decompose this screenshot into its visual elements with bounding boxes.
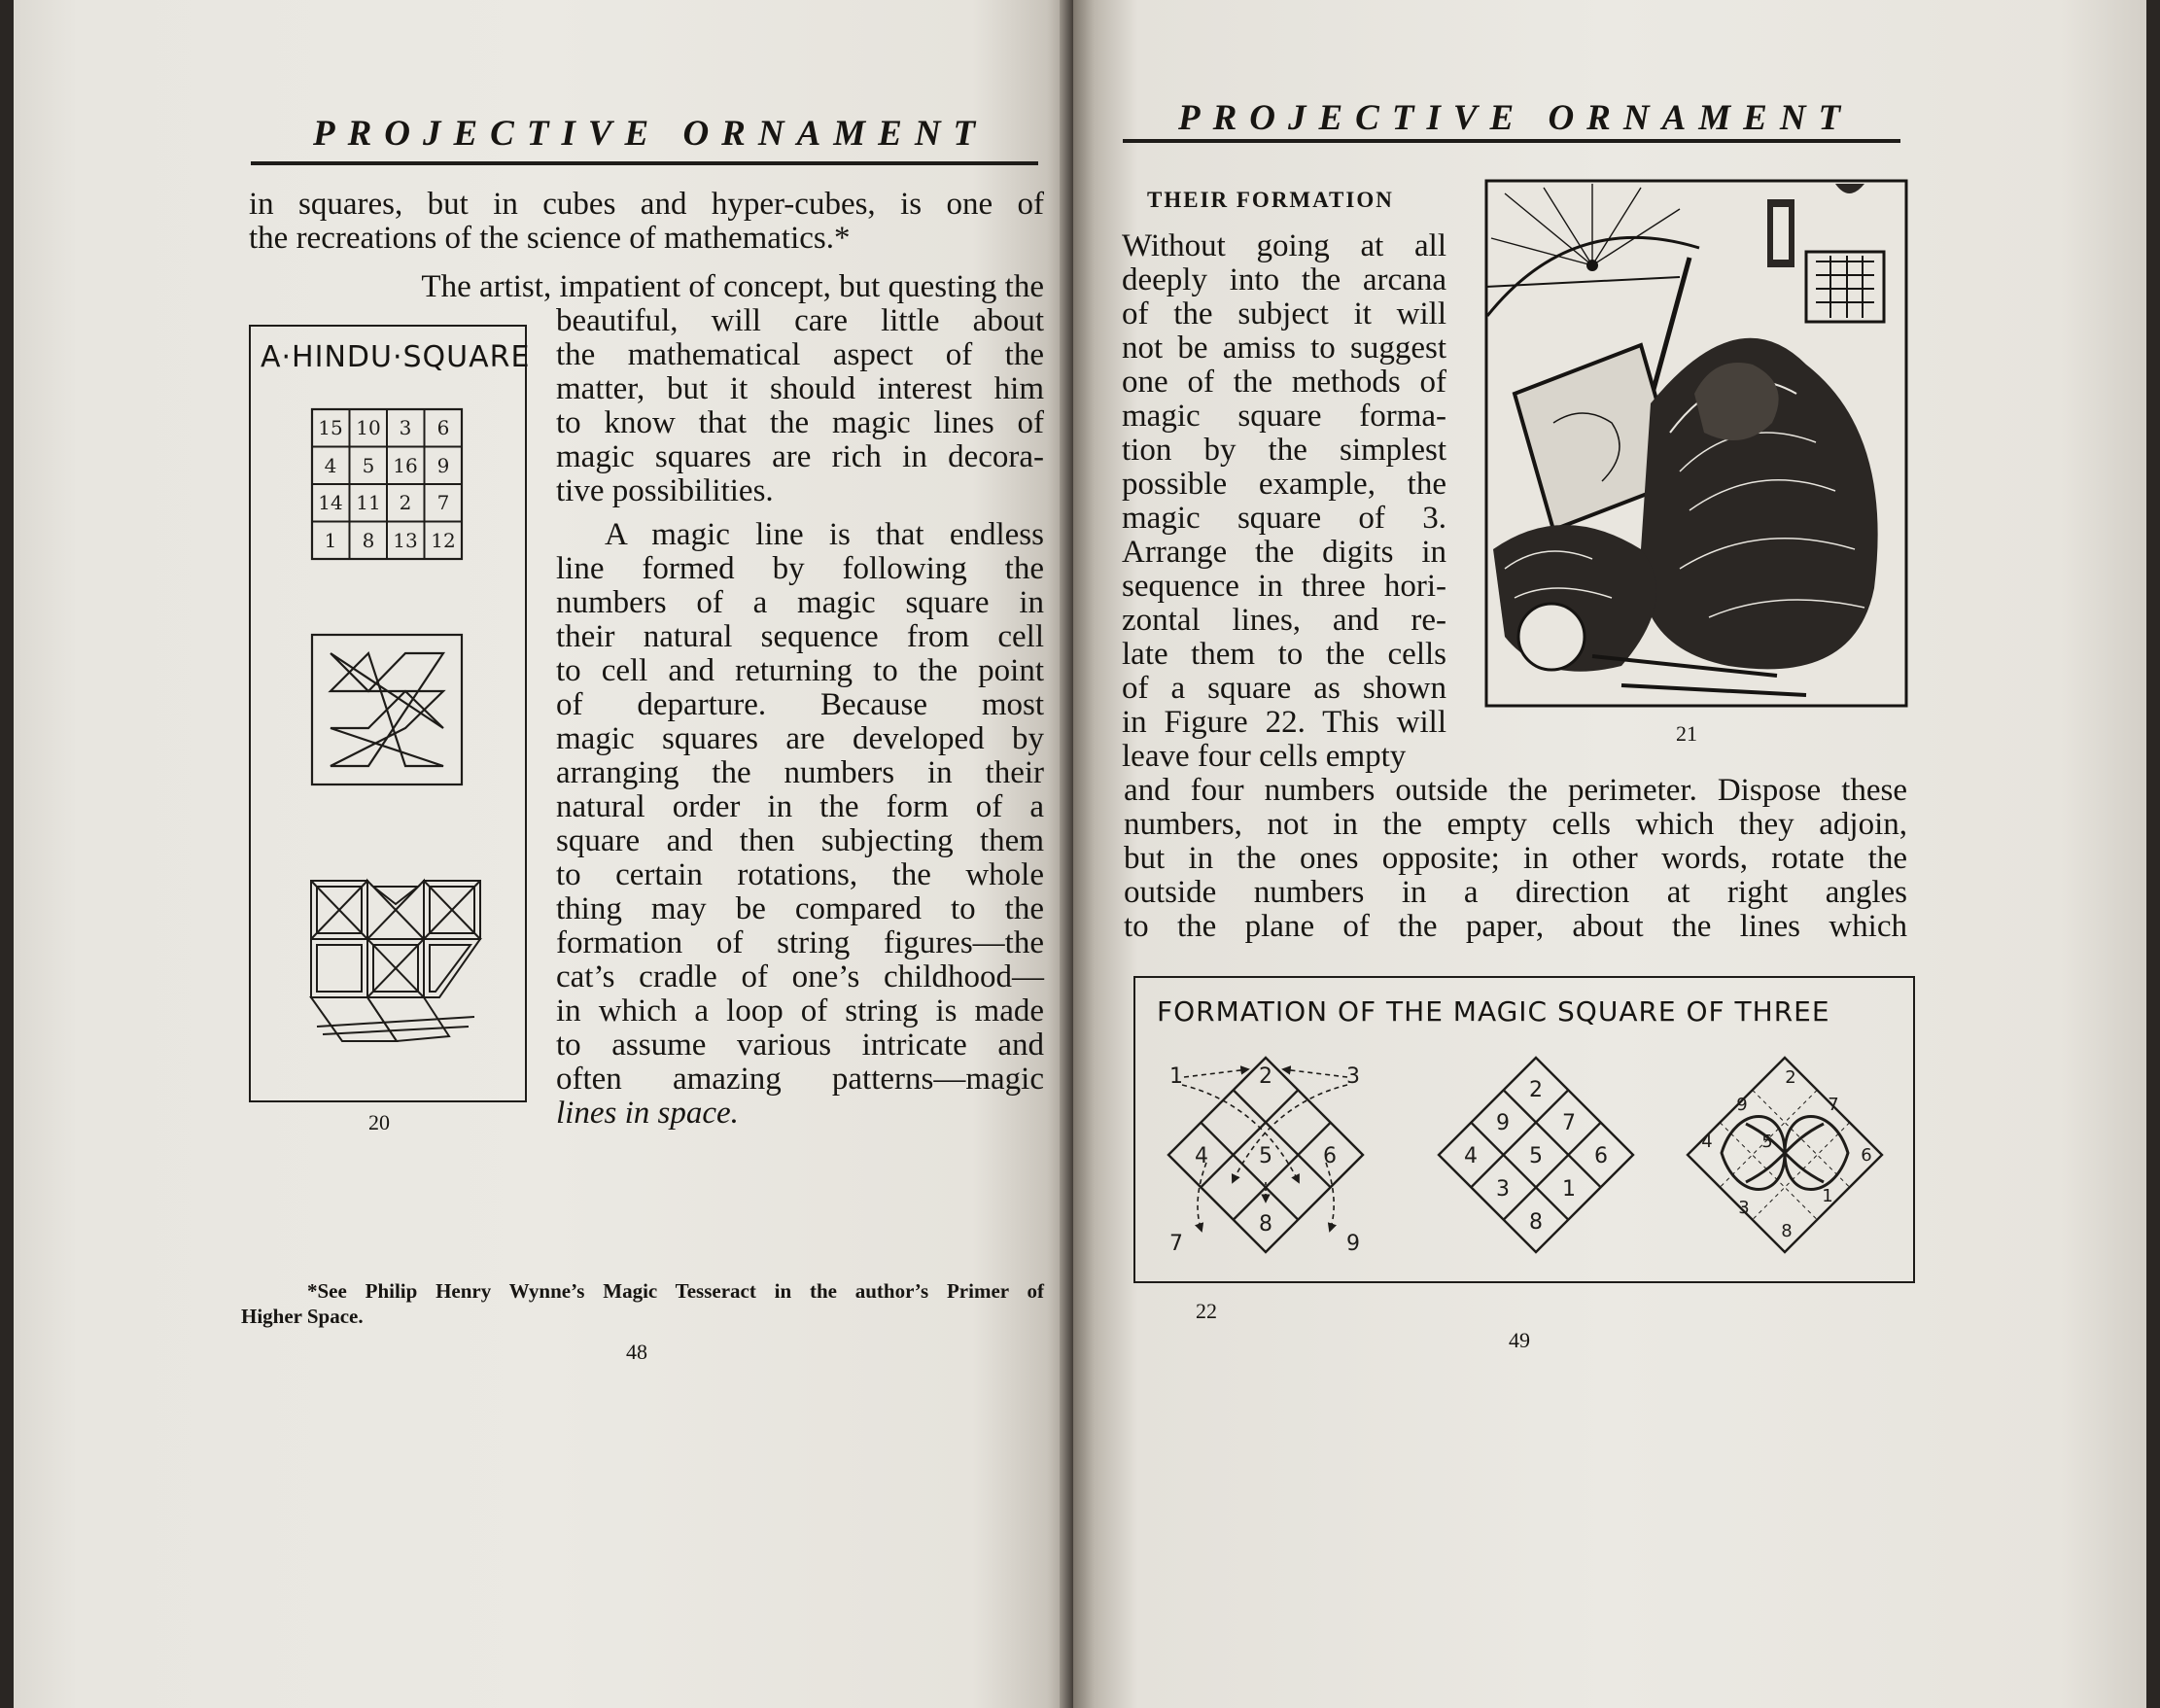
grid-cell: 1 <box>324 529 337 552</box>
d3-num: 9 <box>1736 1095 1748 1115</box>
d3-num: 3 <box>1738 1198 1750 1218</box>
grid-cell: 9 <box>436 454 450 477</box>
text-line: Arrange the digits in <box>1122 535 1446 570</box>
d1-num: 4 <box>1195 1144 1208 1168</box>
text-line: zontal lines, and re- <box>1122 603 1446 638</box>
grid-cell: 3 <box>399 416 412 439</box>
figure-21-caption: 21 <box>1676 721 1697 746</box>
text-line: thing may be compared to the <box>556 891 1044 926</box>
d2-num: 7 <box>1562 1111 1576 1135</box>
grid-cell: 4 <box>324 454 337 477</box>
text-line: numbers of a magic square in <box>556 585 1044 620</box>
grid-cell: 8 <box>362 529 375 552</box>
text-line: leave four cells empty <box>1122 739 1407 774</box>
text-line: to certain rotations, the whole <box>556 857 1044 892</box>
text-line: in Figure 22. This will <box>1122 705 1446 740</box>
d3-num: 1 <box>1822 1186 1833 1206</box>
text-line: magic squares are rich in decora- <box>556 439 1044 474</box>
text-line: late them to the cells <box>1122 637 1446 672</box>
grid-cell: 15 <box>318 416 343 439</box>
text-line: the recreations of the science of mathematics.* <box>249 221 851 256</box>
grid-cell: 5 <box>362 454 375 477</box>
text-line: tive possibilities. <box>556 473 774 508</box>
grid-cell: 10 <box>356 416 381 439</box>
hindu-square-grid <box>311 408 463 560</box>
d2-num: 6 <box>1594 1144 1608 1168</box>
grid-cell: 12 <box>431 529 456 552</box>
grid-cell: 7 <box>436 491 450 514</box>
figure-20-caption: 20 <box>368 1110 390 1134</box>
text-line: not be amiss to suggest <box>1122 331 1446 366</box>
text-line: and four numbers outside the perimeter. Dispose these <box>1124 773 1907 808</box>
text-line: line formed by following the <box>556 551 1044 586</box>
running-head-left: PROJECTIVE ORNAMENT <box>313 114 989 154</box>
text-line: formation of string figures—the <box>556 925 1044 960</box>
d2-num: 2 <box>1529 1078 1543 1102</box>
d3-num: 5 <box>1761 1132 1773 1152</box>
text-line: to know that the magic lines of <box>556 405 1044 440</box>
d2-num: 5 <box>1529 1144 1543 1168</box>
header-rule-left <box>251 161 1038 165</box>
d3-num: 4 <box>1701 1132 1713 1152</box>
text-line: possible example, the <box>1122 467 1446 502</box>
text-line: the mathematical aspect of the <box>556 337 1044 372</box>
d3-num: 8 <box>1781 1221 1793 1241</box>
text-line: magic square forma- <box>1122 399 1446 434</box>
d2-num: 4 <box>1464 1144 1478 1168</box>
text-line: The artist, impatient of concept, but questing the <box>421 269 1044 304</box>
text-line: of the subject it will <box>1122 296 1446 331</box>
text-line: to assume various intricate and <box>556 1028 1044 1063</box>
text-line: in which a loop of string is made <box>556 993 1044 1028</box>
d2-num: 3 <box>1496 1177 1510 1202</box>
d1-num: 5 <box>1259 1144 1272 1168</box>
grid-cell: 6 <box>436 416 450 439</box>
section-heading: THEIR FORMATION <box>1147 188 1394 212</box>
text-line: their natural sequence from cell <box>556 619 1044 654</box>
text-line: cat’s cradle of one’s childhood— <box>556 959 1044 994</box>
text-line: square and then subjecting them <box>556 823 1044 858</box>
grid-cell: 11 <box>356 491 381 514</box>
text-line: to the plane of the paper, about the lines which <box>1124 909 1907 944</box>
grid-cell: 13 <box>393 529 418 552</box>
d3-num: 7 <box>1828 1095 1839 1115</box>
figure-22-title: FORMATION OF THE MAGIC SQUARE OF THREE <box>1157 995 1830 1028</box>
running-head-right: PROJECTIVE ORNAMENT <box>1178 98 1854 138</box>
text-line: deeply into the arcana <box>1122 262 1446 297</box>
text-line: tion by the simplest <box>1122 433 1446 468</box>
text-line: beautiful, will care little about <box>556 303 1044 338</box>
header-rule-right <box>1123 139 1900 143</box>
text-line: of departure. Because most <box>556 687 1044 722</box>
text-line: of a square as shown <box>1122 671 1446 706</box>
text-line: to cell and returning to the point <box>556 653 1044 688</box>
magic-line-ornament <box>303 871 488 1056</box>
engraving-illustration <box>1485 180 1907 707</box>
text-line: magic squares are developed by <box>556 721 1044 756</box>
text-line: one of the methods of <box>1122 365 1446 400</box>
left-page <box>14 0 1079 1708</box>
text-line: A magic line is that endless <box>605 517 1044 552</box>
d1-num: 6 <box>1323 1144 1337 1168</box>
hindu-square-title: A·HINDU·SQUARE <box>261 340 531 374</box>
text-line: often amazing patterns—magic <box>556 1062 1044 1097</box>
figure-22-diagrams <box>1163 1046 1892 1260</box>
d1-num: 2 <box>1259 1064 1272 1089</box>
text-line: natural order in the form of a <box>556 789 1044 824</box>
text-line: magic square of 3. <box>1122 501 1446 536</box>
text-line: sequence in three hori- <box>1122 569 1446 604</box>
grid-cell: 14 <box>318 491 343 514</box>
grid-cell: 2 <box>399 491 412 514</box>
d1-num: 9 <box>1346 1232 1360 1256</box>
text-line: in squares, but in cubes and hyper-cubes, is one of <box>249 187 1044 222</box>
d1-num: 7 <box>1169 1232 1183 1256</box>
page-number-right: 49 <box>1509 1328 1530 1352</box>
magic-line-diagram <box>311 634 463 785</box>
text-line: Without going at all <box>1122 228 1446 263</box>
right-page <box>1073 0 2146 1708</box>
footnote-line: *See Philip Henry Wynne’s Magic Tesseract in the author’s Primer of <box>307 1279 1044 1303</box>
d3-num: 6 <box>1861 1145 1872 1166</box>
text-line: but in the ones opposite; in other words, rotate the <box>1124 841 1907 876</box>
text-line: arranging the numbers in their <box>556 755 1044 790</box>
text-line: numbers, not in the empty cells which they adjoin, <box>1124 807 1907 842</box>
d2-num: 8 <box>1529 1210 1543 1235</box>
d1-num: 1 <box>1169 1064 1183 1089</box>
text-line: outside numbers in a direction at right angles <box>1124 875 1907 910</box>
grid-cell: 16 <box>393 454 418 477</box>
d1-num: 8 <box>1259 1212 1272 1237</box>
d3-num: 2 <box>1785 1067 1796 1088</box>
d1-num: 3 <box>1346 1064 1360 1089</box>
footnote-line: Higher Space. <box>241 1305 364 1328</box>
d2-num: 1 <box>1562 1177 1576 1202</box>
page-number-left: 48 <box>626 1340 647 1364</box>
text-line: matter, but it should interest him <box>556 371 1044 406</box>
d2-num: 9 <box>1496 1111 1510 1135</box>
text-line: lines in space. <box>556 1096 739 1131</box>
figure-22-caption: 22 <box>1196 1299 1217 1323</box>
